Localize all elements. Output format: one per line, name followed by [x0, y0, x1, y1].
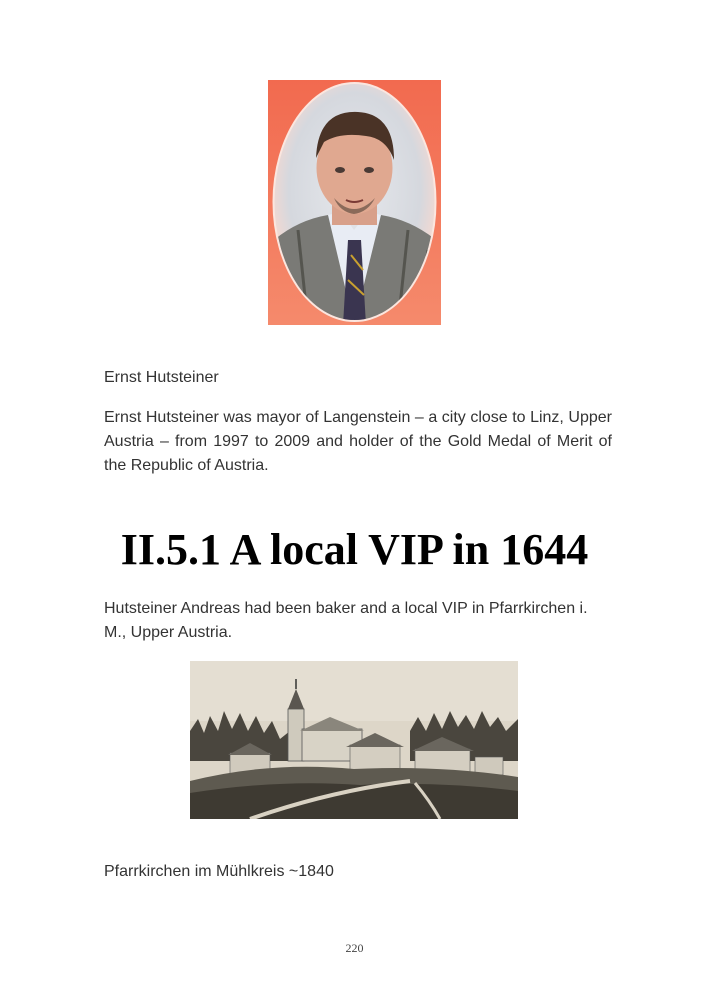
engraving-caption: Pfarrkirchen im Mühlkreis ~1840 [104, 863, 334, 880]
page-number: 220 [345, 941, 364, 955]
portrait-caption: Ernst Hutsteiner [104, 369, 219, 386]
portrait-description: Ernst Hutsteiner was mayor of Langenstein – a city close to Linz, Upper Austria – from 1997 to 2009 and holder of the Gold Medal of Merit of the Republic of Austria. [104, 409, 612, 474]
village-engraving [190, 661, 518, 819]
section-paragraph: Hutsteiner Andreas had been baker and a local VIP in Pfarrkirchen i. M., Upper Austria. [104, 600, 588, 641]
section-heading: II.5.1 A local VIP in 1644 [120, 525, 589, 574]
portrait-photo [268, 80, 441, 325]
